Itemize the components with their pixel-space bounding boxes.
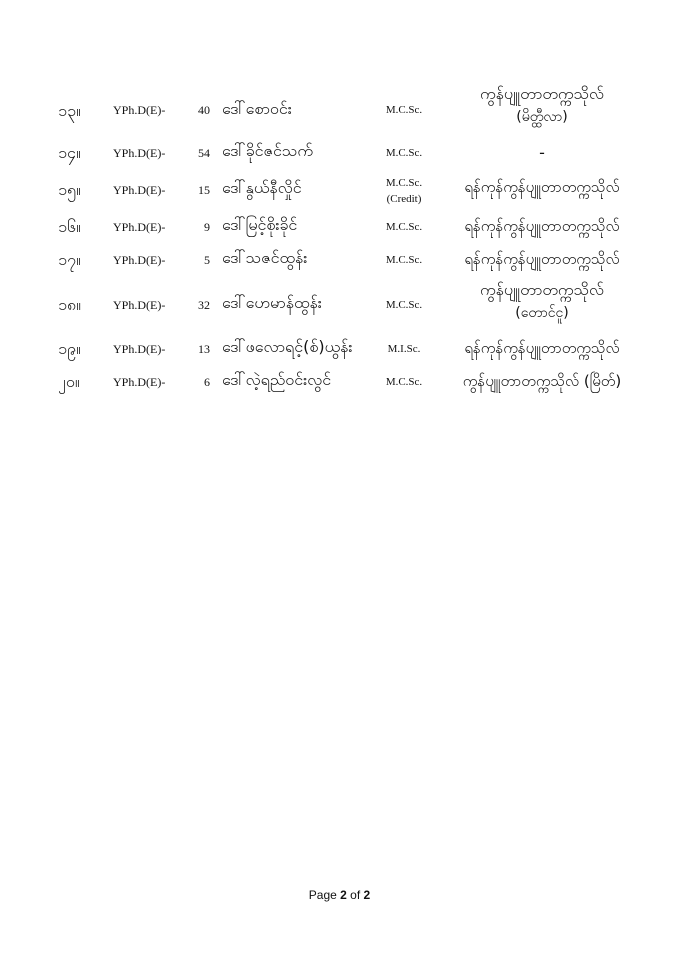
roll-prefix: YPh.D(E)- [113,146,166,160]
roll-number: 9 [204,220,210,234]
row-number: ၁၉။ [58,339,81,358]
roll-number: 6 [204,375,210,389]
degree: M.C.Sc. [385,147,423,159]
row-number: ၁၃။ [58,101,81,120]
roll-number: 40 [198,103,210,117]
of-word: of [350,888,361,902]
degree-block [368,175,440,207]
degree: M.I.Sc. [387,343,421,355]
degree: M.C.Sc. [385,177,423,189]
roll-prefix: YPh.D(E)- [113,298,166,312]
current-page-number: 2 [340,888,347,902]
table-row [0,84,679,132]
roll-number: 5 [204,253,210,267]
degree: M.C.Sc. [385,299,423,311]
table-row [0,216,679,240]
roll-number: 32 [198,298,210,312]
roll-prefix: YPh.D(E)- [113,342,166,356]
degree: M.C.Sc. [385,221,423,233]
university-name: ကွန်ပျူတာတက္ကသိုလ် [479,280,605,299]
degree: M.C.Sc. [385,376,423,388]
page-word: Page [308,888,337,902]
roll-number: 13 [198,342,210,356]
assigned-university [442,247,642,271]
table-row [0,371,679,395]
university-name: ရန်ကုန်ကွန်ပျူတာတက္ကသိုလ် [464,250,620,268]
person-name: ဒေါ်ဟေမာန်ထွန်း [222,293,322,312]
assigned-university [442,82,642,128]
row-number: ၁၈။ [58,295,81,314]
degree-grade: (Credit) [386,193,422,205]
university-name: - [539,143,545,162]
table-row [0,338,679,362]
roll-prefix: YPh.D(E)- [113,375,166,389]
row-number: ၁၇။ [58,250,81,269]
table-row [0,249,679,273]
roll-prefix: YPh.D(E)- [113,103,166,117]
university-name: ရန်ကုန်ကွန်ပျူတာတက္ကသိုလ် [464,217,620,235]
total-page-count: 2 [363,888,371,902]
row-number: ၂၀။ [58,372,80,391]
page-footer [0,888,679,902]
degree: M.C.Sc. [385,254,423,266]
assigned-university [442,175,642,199]
university-name: ကွန်ပျူတာတက္ကသိုလ် [479,84,605,103]
roll-prefix: YPh.D(E)- [113,253,166,267]
university-location: (တောင်ငူ) [515,305,569,321]
assigned-university [442,141,642,165]
roll-number: 15 [198,183,210,197]
university-name: ကွန်ပျူတာတက္ကသိုလ် (မြိတ်) [462,372,622,390]
person-name: ဒေါ်ဖလောရင့်(စ်)ယွန်း [222,337,353,356]
person-name: ဒေါ်နွယ်နီလှိုင် [222,178,302,197]
person-name: ဒေါ်သဇင်ထွန်း [222,248,308,267]
roll-prefix: YPh.D(E)- [113,183,166,197]
assigned-university [442,336,642,360]
row-number: ၁၅။ [58,180,81,199]
row-number: ၁၄။ [58,143,81,162]
assigned-university [442,369,642,393]
university-name: ရန်ကုန်ကွန်ပျူတာတက္ကသိုလ် [464,339,620,357]
row-number: ၁၆။ [58,217,81,236]
assigned-university [442,278,642,324]
degree: M.C.Sc. [385,104,423,116]
table-row [0,142,679,166]
assigned-university [442,214,642,238]
university-location: (မိတ္ထီလာ) [516,109,568,125]
roll-number: 54 [198,146,210,160]
roll-prefix: YPh.D(E)- [113,220,166,234]
table-row [0,175,679,209]
person-name: ဒေါ်လဲ့ရည်ဝင်းလွင် [222,370,332,389]
person-name: ဒေါ်ခိုင်ဇင်သက် [222,141,314,160]
person-name: ဒေါ်မြင့်စိုးခိုင် [222,215,298,234]
university-name: ရန်ကုန်ကွန်ပျူတာတက္ကသိုလ် [464,178,620,196]
table-row [0,282,679,326]
person-name: ဒေါ်စောဝင်း [222,99,292,118]
